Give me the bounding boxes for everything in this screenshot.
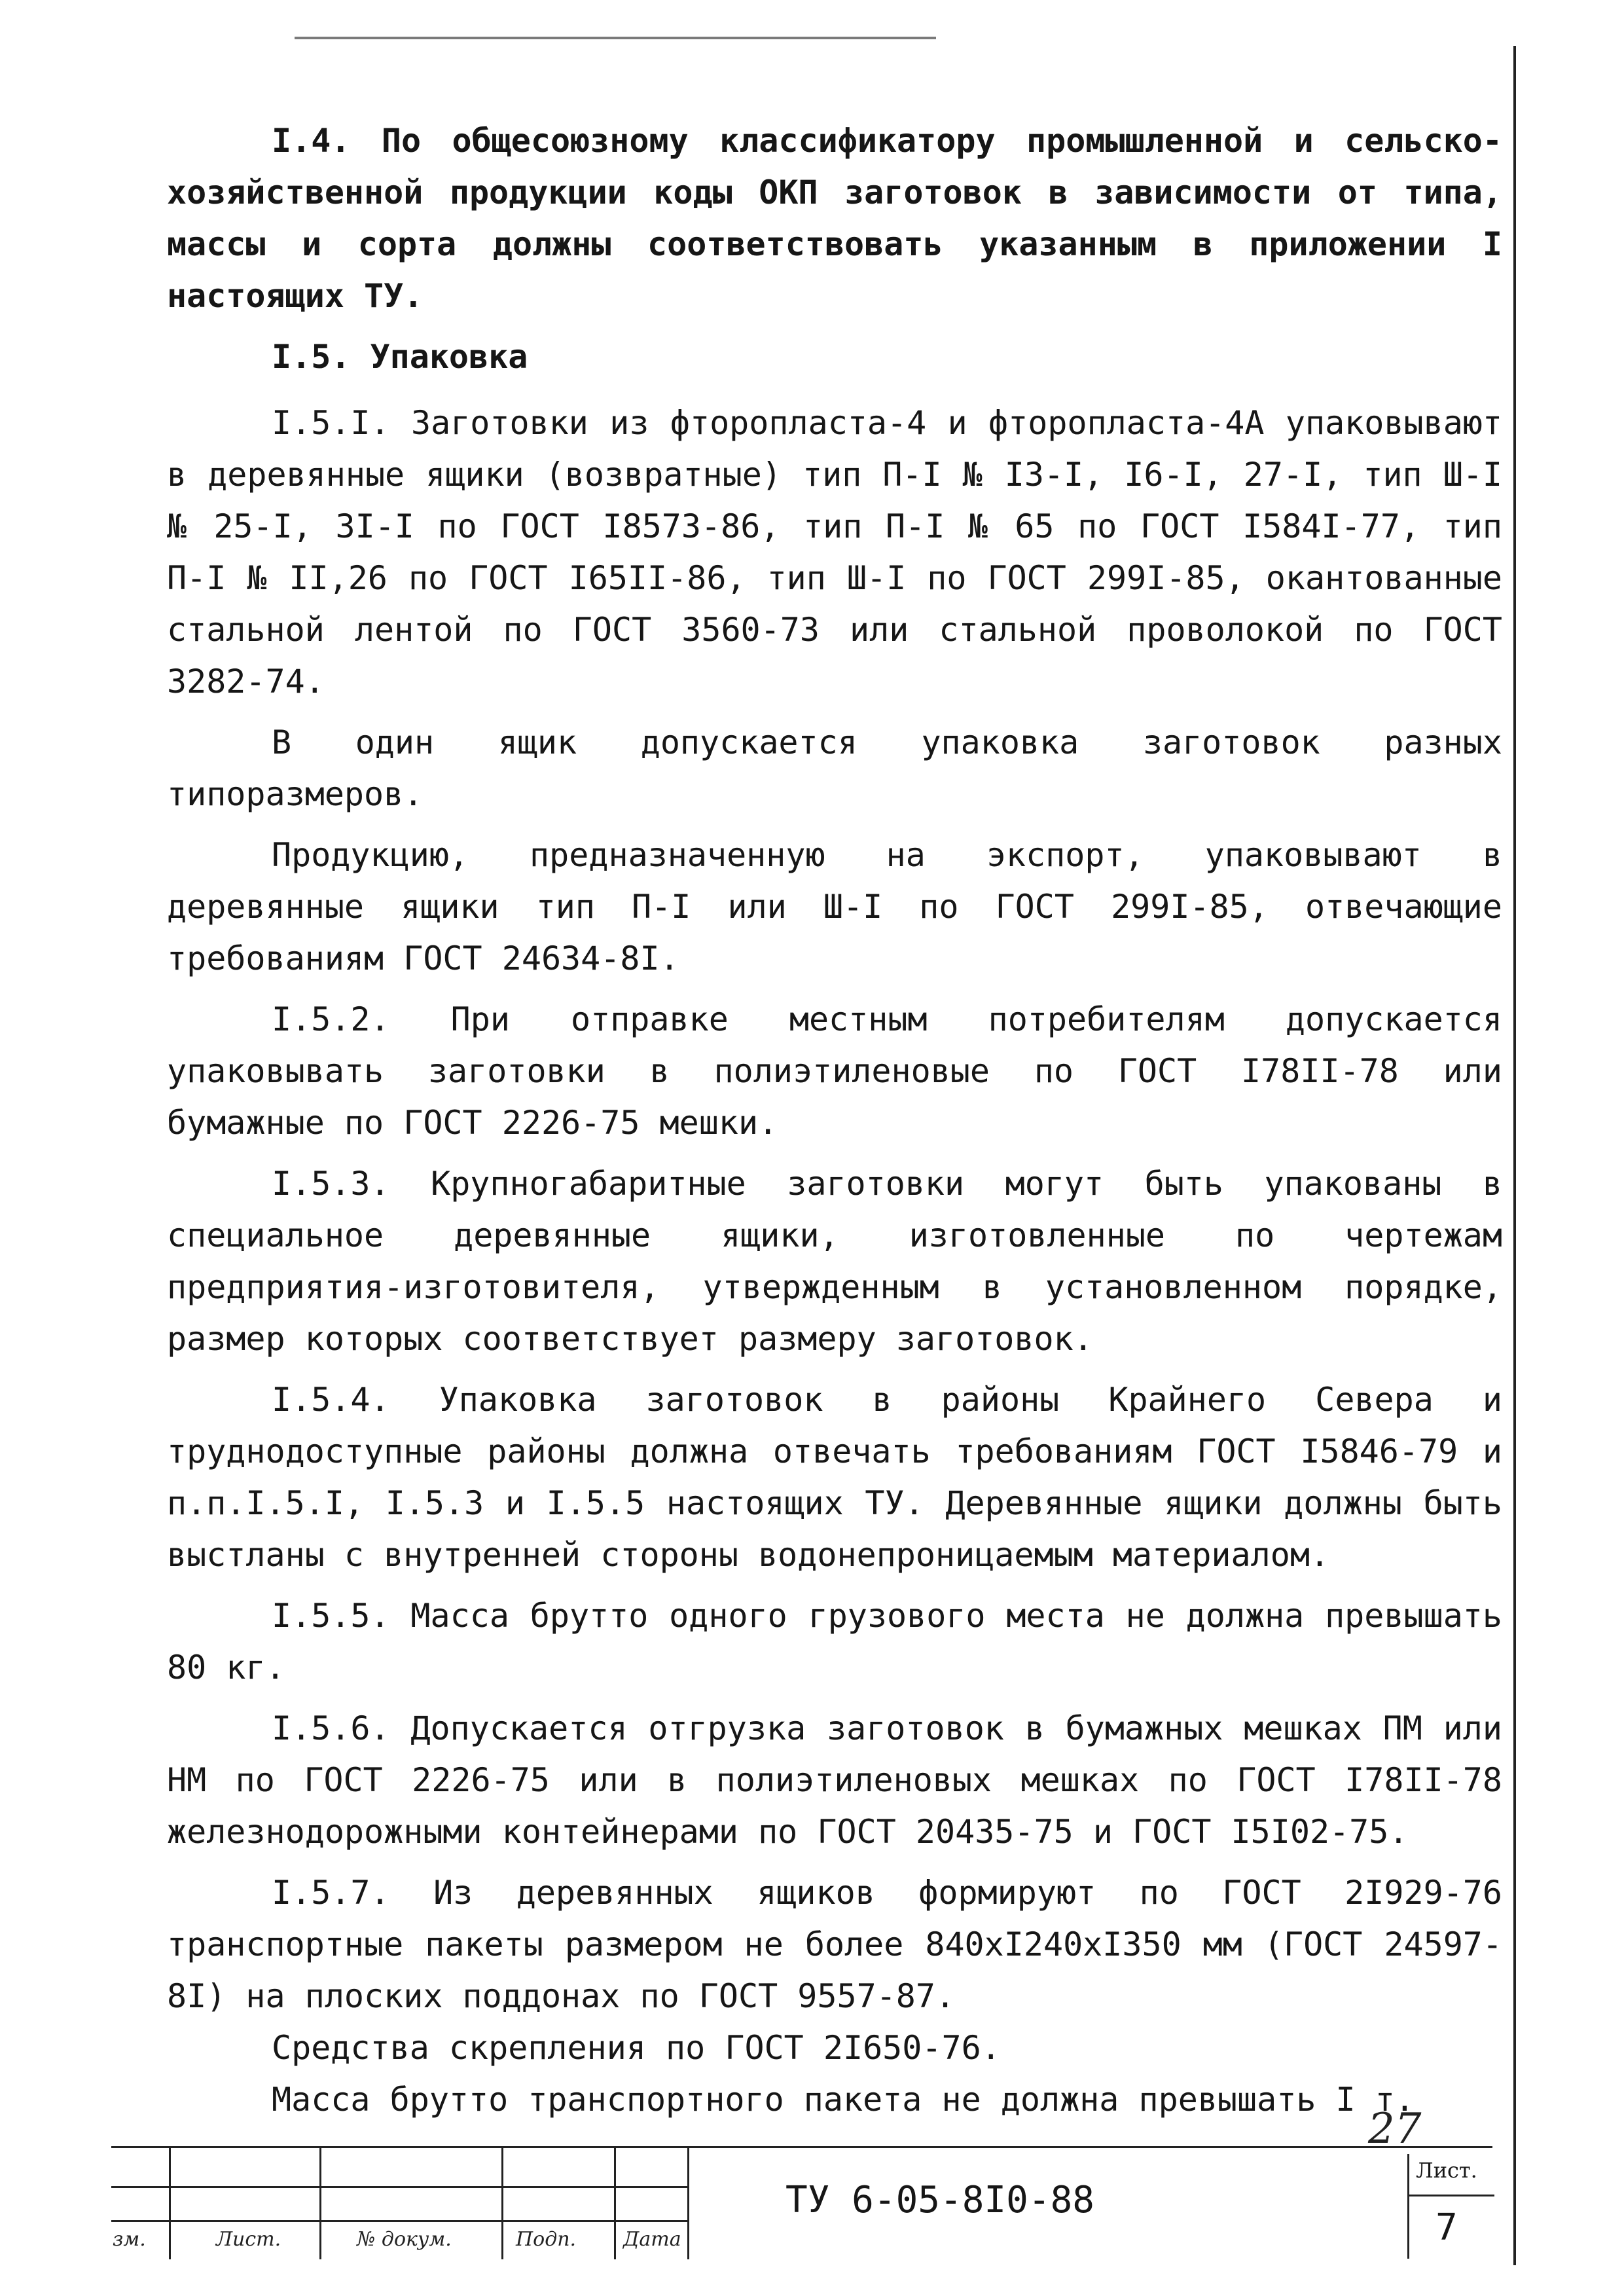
- paragraph-1-5-7-mass: Масса брутто транспортного пакета не должна превышать I т.: [272, 2081, 1415, 2119]
- title-block-col-line: [614, 2148, 616, 2259]
- paragraph-1-5-2: I.5.2. При отправке местным потребителям допускается упаковывать заготовки в полиэтиленовые по ГОСТ I78II-78 или бумажные по ГОСТ 2226-75 мешки.: [167, 1000, 1502, 1142]
- paragraph-1-5-1: I.5.I. Заготовки из фторопласта-4 и фторопласта-4А упаковывают в деревянные ящики (возвратные) тип П-I № I3-I, I6-I, 27-I, тип Ш-I № 25-I, 3I-I по ГОСТ I8573-86, тип П-I № 65 по ГОСТ I584I-77, тип П-I № II,26 по ГОСТ I65II-86, тип Ш-I по ГОСТ 299I-85, окантованные стальной лентой по ГОСТ 3560-73 или стальной проволокой по ГОСТ 3282-74.: [167, 404, 1502, 701]
- paragraph-1-5-4: I.5.4. Упаковка заготовок в районы Крайнего Севера и труднодоступные районы должна отвечать требованиям ГОСТ I5846-79 и п.п.I.5.I, I.5.3 и I.5.5 настоящих ТУ. Деревянные ящики должны быть выстланы с внутренней стороны водонепроницаемым материалом.: [167, 1381, 1502, 1574]
- sheet-number: 7: [1435, 2206, 1458, 2249]
- title-block-col-line: [319, 2148, 321, 2259]
- col-sign-label: Подп.: [516, 2228, 577, 2251]
- handwritten-page-number: 27: [1368, 2105, 1422, 2153]
- paragraph-1-5-1-export: Продукцию, предназначенную на экспорт, упаковывают в деревянные ящики тип П-I или Ш-I по ГОСТ 299I-85, отвечающие требованиям ГОСТ 24634-8I.: [167, 836, 1502, 977]
- paragraph-1-5-5: I.5.5. Масса брутто одного грузового места не должна превышать 80 кг.: [167, 1597, 1502, 1686]
- right-border-line: [1513, 46, 1516, 2265]
- section-heading-packaging: I.5. Упаковка: [272, 338, 528, 376]
- paragraph-1-4: I.4. По общесоюзному классификатору промышленной и сельско-хозяйственной продукции коды ОКП заготовок в зависимости от типа, массы и сорта должны соответствовать указанным в приложении I настоящих ТУ.: [167, 122, 1502, 315]
- title-block-col-line: [501, 2148, 503, 2259]
- title-block-col-line: [169, 2148, 171, 2259]
- paragraph-1-5-6: I.5.6. Допускается отгрузка заготовок в бумажных мешках ПМ или НМ по ГОСТ 2226-75 или в полиэтиленовых мешках по ГОСТ I78II-78 железнодорожными контейнерами по ГОСТ 20435-75 и ГОСТ I5I02-75.: [167, 1709, 1502, 1851]
- paragraph-1-5-3: I.5.3. Крупногабаритные заготовки могут быть упакованы в специальное деревянные ящики, изготовленные по чертежам предприятия-изготовителя, утвержденным в установленном порядке, размер которых соответствует размеру заготовок.: [167, 1165, 1502, 1358]
- top-scan-line: [295, 37, 936, 39]
- document-body: [167, 115, 1502, 2126]
- sheet-box: [1407, 2154, 1494, 2259]
- paragraph-1-5-1-mixed-sizes: В один ящик допускается упаковка заготовок разных типоразмеров.: [167, 723, 1502, 813]
- col-doc-label: № докум.: [357, 2228, 452, 2251]
- col-izm-label: зм.: [113, 2228, 146, 2251]
- col-list-label: Лист.: [216, 2228, 281, 2251]
- document-number: ТУ 6-05-8I0-88: [785, 2179, 1095, 2221]
- col-date-label: Дата: [623, 2228, 681, 2251]
- sheet-label: Лист.: [1416, 2158, 1477, 2183]
- title-block-row-line: [111, 2186, 687, 2188]
- title-block-row-line: [111, 2220, 687, 2222]
- title-block-col-line: [687, 2148, 689, 2259]
- paragraph-1-5-7: I.5.7. Из деревянных ящиков формируют по ГОСТ 2I929-76 транспортные пакеты размером не более 840xI240xI350 мм (ГОСТ 24597-8I) на плоских поддонах по ГОСТ 9557-87.: [167, 1874, 1502, 2015]
- paragraph-1-5-7-fastening: Средства скрепления по ГОСТ 2I650-76.: [272, 2029, 1001, 2067]
- sheet-box-divider: [1409, 2195, 1494, 2196]
